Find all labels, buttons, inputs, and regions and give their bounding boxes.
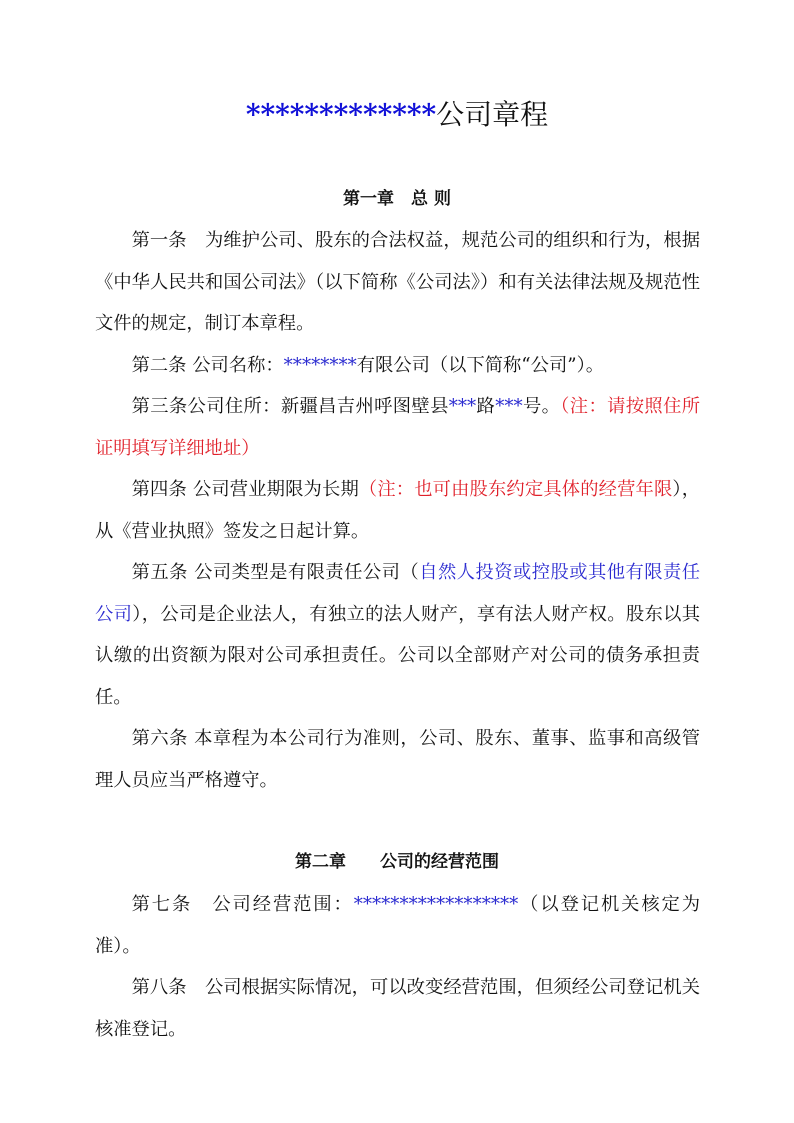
chapter-1-body (95, 220, 700, 801)
article-text: 号。 (522, 396, 561, 417)
article-paragraph (95, 220, 700, 345)
article-text: 第七条 公司经营范围： (131, 894, 354, 915)
chapter-2-body (95, 884, 700, 1050)
article-paragraph (95, 469, 700, 552)
article-text: 第四条 公司营业期限为长期 (131, 479, 359, 500)
article-text: 有限公司（以下简称“公司”）。 (356, 354, 604, 376)
article-text: （以登记机关核定为准）。 (95, 894, 701, 957)
article-text: 第五条 公司类型是有限责任公司（ (131, 562, 420, 583)
chapter-2-heading: 第二章 公司的经营范围 (295, 852, 499, 872)
title-text: 公司章程 (436, 98, 549, 131)
article-text: 第六条 本章程为本公司行为准则，公司、股东、董事、监事和高级管理人员应当严格遵守。 (95, 728, 700, 791)
placeholder-text: 自然人投资或控股或其他有限责任公司 (95, 562, 701, 625)
article-text: 第二条 公司名称： (131, 354, 284, 376)
article-text: 第八条 公司根据实际情况，可以改变经营范围，但须经公司登记机关核准登记。 (95, 977, 700, 1040)
document-title (0, 95, 794, 135)
article-text: ），从《营业执照》签发之日起计算。 (95, 479, 701, 542)
article-paragraph (95, 386, 700, 469)
placeholder-text: *** (448, 396, 477, 417)
article-paragraph (95, 552, 700, 718)
chapter-1-heading: 第一章 总 则 (343, 189, 451, 209)
note-text: （注：请按照住所证明填写详细地址） (95, 396, 701, 459)
article-text: 第一条 为维护公司、股东的合法权益，规范公司的组织和行为，根据《中华人民共和国公司法》（以下简称《公司法》）和有关法律法规及规范性文件的规定，制订本章程。 (95, 230, 700, 334)
article-paragraph (95, 718, 700, 801)
article-paragraph (95, 884, 700, 967)
article-paragraph (95, 967, 700, 1050)
article-paragraph (95, 345, 700, 387)
title-placeholder-stars: ************* (245, 98, 437, 131)
note-text: （注：也可由股东约定具体的经营年限 (358, 479, 673, 500)
placeholder-text: ******** (283, 354, 357, 376)
article-text: 路 (476, 396, 496, 417)
placeholder-text: *** (495, 396, 523, 417)
article-text: ），公司是企业法人，有独立的法人财产，享有法人财产权。股东以其认缴的出资额为限对公司承担责任。公司以全部财产对公司的债务承担责任。 (95, 603, 701, 708)
placeholder-text: ****************** (353, 894, 519, 915)
article-text: 第三条公司住所：新疆昌吉州呼图壁县 (131, 396, 449, 417)
